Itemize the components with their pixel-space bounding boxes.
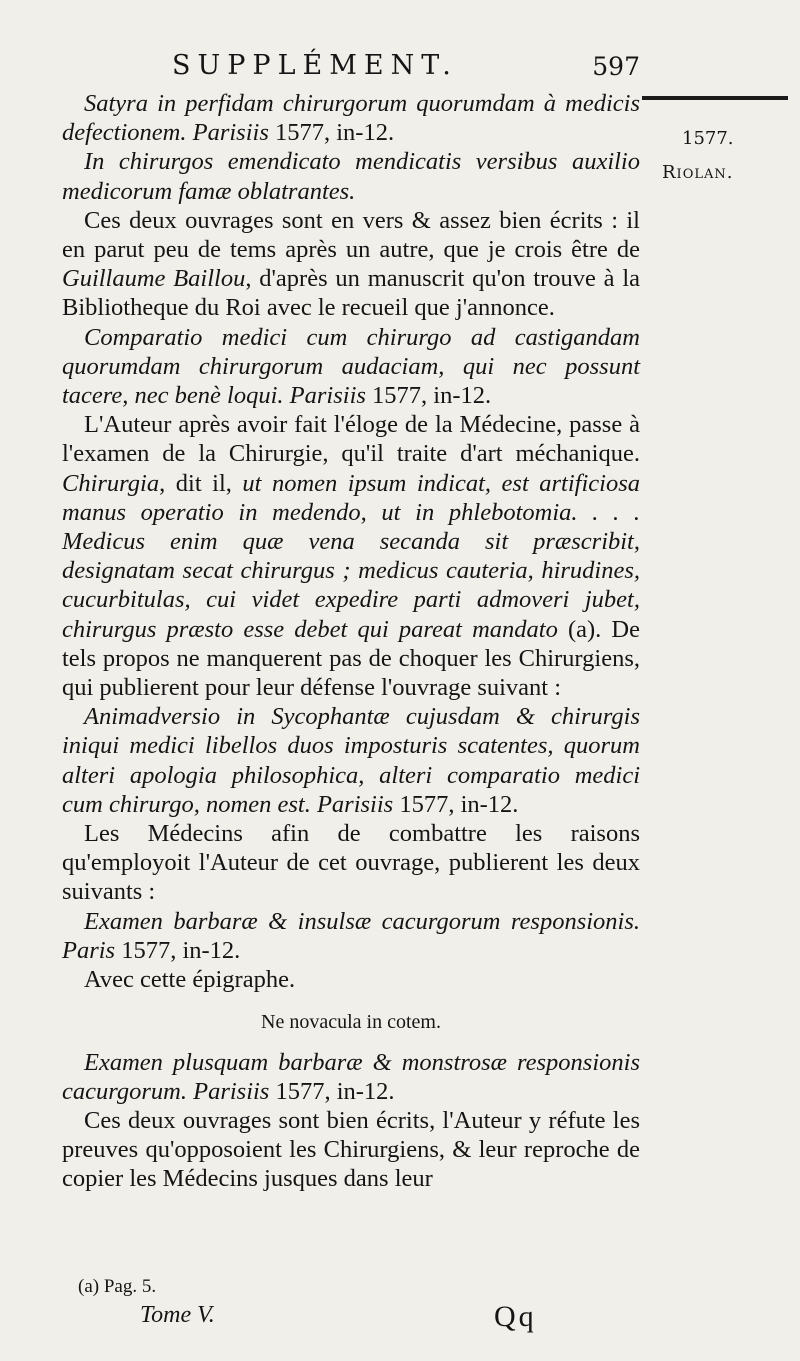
italic-text-segment: Examen plusquam barbaræ & monstrosæ responsionis cacurgorum. Parisiis <box>62 1048 640 1105</box>
paragraph <box>62 206 640 323</box>
body-text <box>62 89 640 1194</box>
text-segment: (a). De tels propos ne manquerent pas de choquer les Chirurgiens, qui publierent pour leur défense l'ouvrage suivant : <box>62 615 640 702</box>
margin-note-author: Riolan. <box>662 162 734 183</box>
text-segment: Ces deux ouvrages sont en vers & assez bien écrits : il en parut peu de tems après un autre, que je crois être de <box>62 206 640 264</box>
signature-mark: Qq <box>494 1300 537 1333</box>
italic-text-segment: Animadversio in Sycophantæ cujusdam & chirurgis iniqui medici libellos duos imposturis scatentes, quorum alteri apologia philosophica, alteri comparatio medici cum chirurgo, nomen est. Parisiis <box>62 703 640 818</box>
footnote: (a) Pag. 5. <box>78 1276 157 1297</box>
paragraph <box>62 1106 640 1194</box>
text-segment: Avec cette épigraphe. <box>84 966 296 994</box>
paragraph <box>62 1048 640 1106</box>
italic-text-segment: Satyra in perfidam chirurgorum quorumdam à medicis defectionem. Parisiis <box>62 90 640 147</box>
text-segment: Ces deux ouvrages sont bien écrits, l'Auteur y réfute les preuves qu'opposoient les Chirurgiens, & leur reproche de copier les Médecins jusques dans leur <box>62 1106 640 1193</box>
italic-text-segment: In chirurgos emendicato mendicatis versibus auxilio medicorum famæ oblatrantes. <box>62 148 640 205</box>
margin-rule <box>642 96 788 100</box>
running-head-title: SUPPLÉMENT. <box>172 50 458 81</box>
paragraph <box>62 965 640 994</box>
italic-text-segment: Guillaume Baillou <box>62 265 246 293</box>
paragraph <box>62 819 640 907</box>
paragraph <box>62 410 640 702</box>
paragraph <box>62 89 640 147</box>
text-segment: , d'après un manuscrit qu'on trouve à la Bibliotheque du Roi avec le recueil que j'annonce. <box>62 265 640 322</box>
paragraph <box>62 323 640 411</box>
text-segment: Les Médecins afin de combattre les raisons qu'employoit l'Auteur de cet ouvrage, publierent les deux suivants : <box>62 820 640 906</box>
text-segment: 1577, in-12. <box>274 119 395 147</box>
text-segment: 1577, in-12. <box>121 936 241 964</box>
epigraph <box>62 1008 640 1037</box>
text-segment: 1577, in-12. <box>372 382 492 410</box>
margin-note-year: 1577. <box>682 128 734 149</box>
italic-text-segment: Chirurgia <box>62 469 160 497</box>
text-segment: Ne novacula in cotem. <box>261 1011 441 1034</box>
paragraph <box>62 147 640 205</box>
italic-text-segment: Comparatio medici cum chirurgo ad castigandam quorumdam chirurgorum audaciam, qui nec possunt tacere, nec benè loqui. Parisiis <box>62 323 640 410</box>
paragraph <box>62 702 640 819</box>
volume-signature: Tome V. <box>140 1302 215 1328</box>
paragraph <box>62 907 640 965</box>
text-segment: 1577, in-12. <box>275 1077 395 1105</box>
running-head <box>60 50 640 90</box>
italic-text-segment: ut nomen ipsum indicat, est artificiosa manus operatio in medendo, ut in phlebotomia. . . . Medicus enim quæ vena secanda sit præscribit, designatam secat chirurgus ; medicus cauteria, hirudines, cucurbitulas, cui videt expedire parti admoveri jubet, chirurgus præsto esse debet qui pareat mandato <box>62 469 640 643</box>
text-segment: 1577, in-12. <box>399 790 519 818</box>
text-segment: L'Auteur après avoir fait l'éloge de la Médecine, passe à l'examen de la Chirurgie, qu'il traite d'art méchanique. <box>62 411 640 468</box>
page-number: 597 <box>592 52 640 81</box>
italic-text-segment: Examen barbaræ & insulsæ cacurgorum responsionis. Paris <box>62 907 640 964</box>
text-segment: , dit il, <box>159 469 243 497</box>
